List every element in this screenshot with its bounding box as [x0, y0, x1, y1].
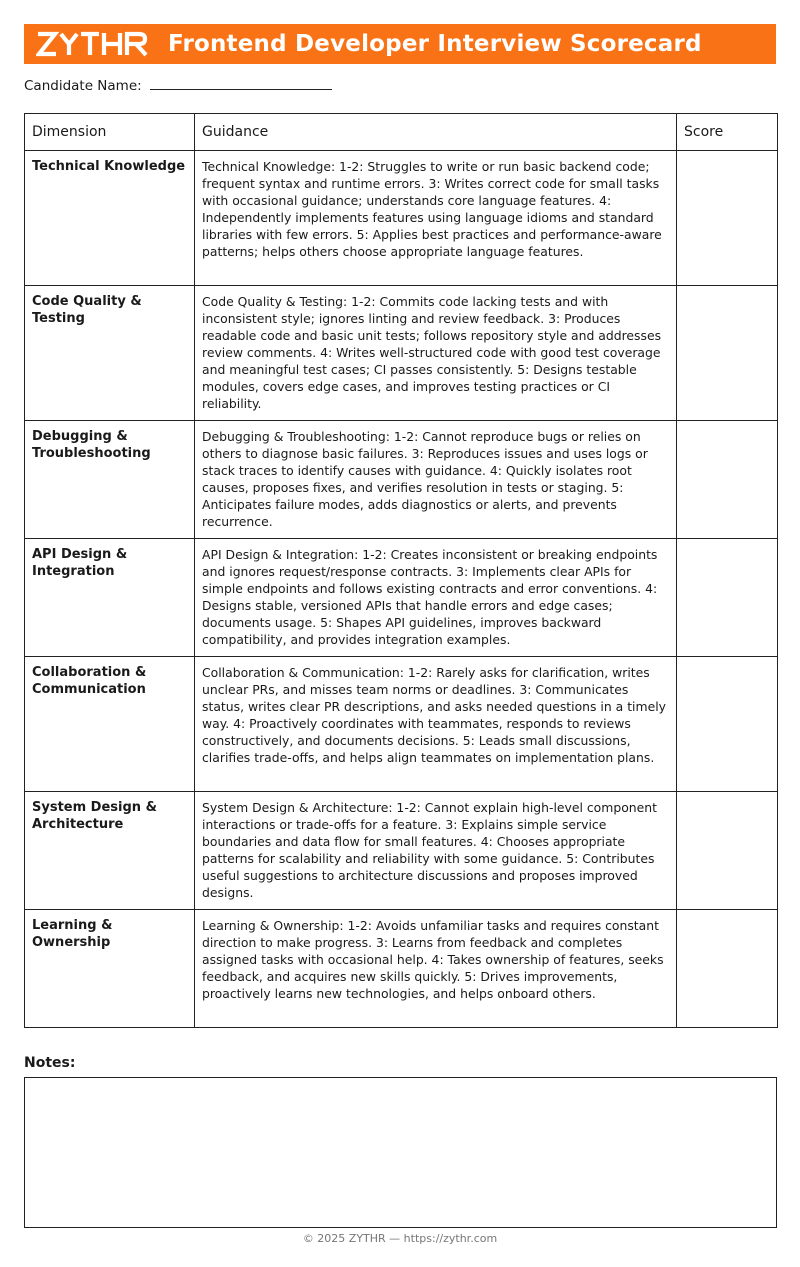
score-cell[interactable]: [677, 657, 778, 792]
header-bar: [24, 24, 776, 64]
guidance-cell: Collaboration & Communication: 1-2: Rarely asks for clarification, writes unclear PRs, and misses team norms or deadlines. 3: Communicates status, writes clear PR descriptions, and asks needed questions in a timely way. 4: Proactively coordinates with teammates, responds to reviews constructively, and documents decisions. 5: Leads small discussions, clarifies trade-offs, and helps align teammates on implementation plans.: [195, 657, 677, 792]
table-row: [25, 421, 778, 539]
score-cell[interactable]: [677, 421, 778, 539]
page-title: Frontend Developer Interview Scorecard: [168, 31, 702, 57]
dimension-cell: API Design & Integration: [25, 539, 195, 657]
dimension-cell: Learning & Ownership: [25, 910, 195, 1028]
table-row: [25, 286, 778, 421]
guidance-cell: Code Quality & Testing: 1-2: Commits code lacking tests and with inconsistent style; ignores linting and review feedback. 3: Produces readable code and basic unit tests; follows repository style and addresses review comments. 4: Writes well-structured code with good test coverage and meaningful test cases; CI passes consistently. 5: Designs testable modules, covers edge cases, and improves testing practices or CI reliability.: [195, 286, 677, 421]
guidance-cell: Technical Knowledge: 1-2: Struggles to write or run basic backend code; frequent syntax and runtime errors. 3: Writes correct code for small tasks with occasional guidance; understands core language features. 4: Independently implements features using language idioms and standard libraries with few errors. 5: Applies best practices and performance-aware patterns; helps others choose appropriate language features.: [195, 151, 677, 286]
table-row: [25, 151, 778, 286]
candidate-name-label: Candidate Name:: [24, 78, 142, 94]
zythr-logo: [36, 29, 148, 59]
table-row: [25, 910, 778, 1028]
candidate-name-field: [24, 77, 332, 94]
header-score: Score: [677, 114, 778, 151]
guidance-cell: Learning & Ownership: 1-2: Avoids unfamiliar tasks and requires constant direction to make progress. 3: Learns from feedback and completes assigned tasks with occasional help. 4: Takes ownership of features, seeks feedback, and acquires new skills quickly. 5: Drives improvements, proactively learns new technologies, and helps onboard others.: [195, 910, 677, 1028]
table-row: [25, 657, 778, 792]
score-cell[interactable]: [677, 539, 778, 657]
dimension-cell: System Design & Architecture: [25, 792, 195, 910]
table-header-row: [25, 114, 778, 151]
guidance-cell: API Design & Integration: 1-2: Creates inconsistent or breaking endpoints and ignores request/response contracts. 3: Implements clear APIs for simple endpoints and follows existing contracts and error conventions. 4: Designs stable, versioned APIs that handle errors and edge cases; documents usage. 5: Shapes API guidelines, improves backward compatibility, and provides integration examples.: [195, 539, 677, 657]
dimension-cell: Technical Knowledge: [25, 151, 195, 286]
score-cell[interactable]: [677, 910, 778, 1028]
notes-box[interactable]: [24, 1077, 777, 1228]
header-dimension: Dimension: [25, 114, 195, 151]
dimension-cell: Code Quality & Testing: [25, 286, 195, 421]
candidate-name-line[interactable]: [150, 77, 332, 90]
table-row: [25, 792, 778, 910]
guidance-cell: System Design & Architecture: 1-2: Cannot explain high-level component interactions or trade-offs for a feature. 3: Explains simple service boundaries and data flow for small features. 4: Chooses appropriate patterns for scalability and reliability with some guidance. 5: Contributes useful suggestions to architecture discussions and proposes improved designs.: [195, 792, 677, 910]
notes-label: Notes:: [24, 1055, 76, 1071]
dimension-cell: Debugging & Troubleshooting: [25, 421, 195, 539]
guidance-cell: Debugging & Troubleshooting: 1-2: Cannot reproduce bugs or relies on others to diagnose basic failures. 3: Reproduces issues and uses logs or stack traces to identify causes with guidance. 4: Quickly isolates root causes, proposes fixes, and verifies resolution in tests or staging. 5: Anticipates failure modes, adds diagnostics or alerts, and prevents recurrence.: [195, 421, 677, 539]
score-cell[interactable]: [677, 151, 778, 286]
dimension-cell: Collaboration & Communication: [25, 657, 195, 792]
score-cell[interactable]: [677, 792, 778, 910]
footer-copyright: © 2025 ZYTHR — https://zythr.com: [302, 1232, 498, 1245]
scorecard-table: [24, 113, 778, 1028]
score-cell[interactable]: [677, 286, 778, 421]
header-guidance: Guidance: [195, 114, 677, 151]
table-row: [25, 539, 778, 657]
